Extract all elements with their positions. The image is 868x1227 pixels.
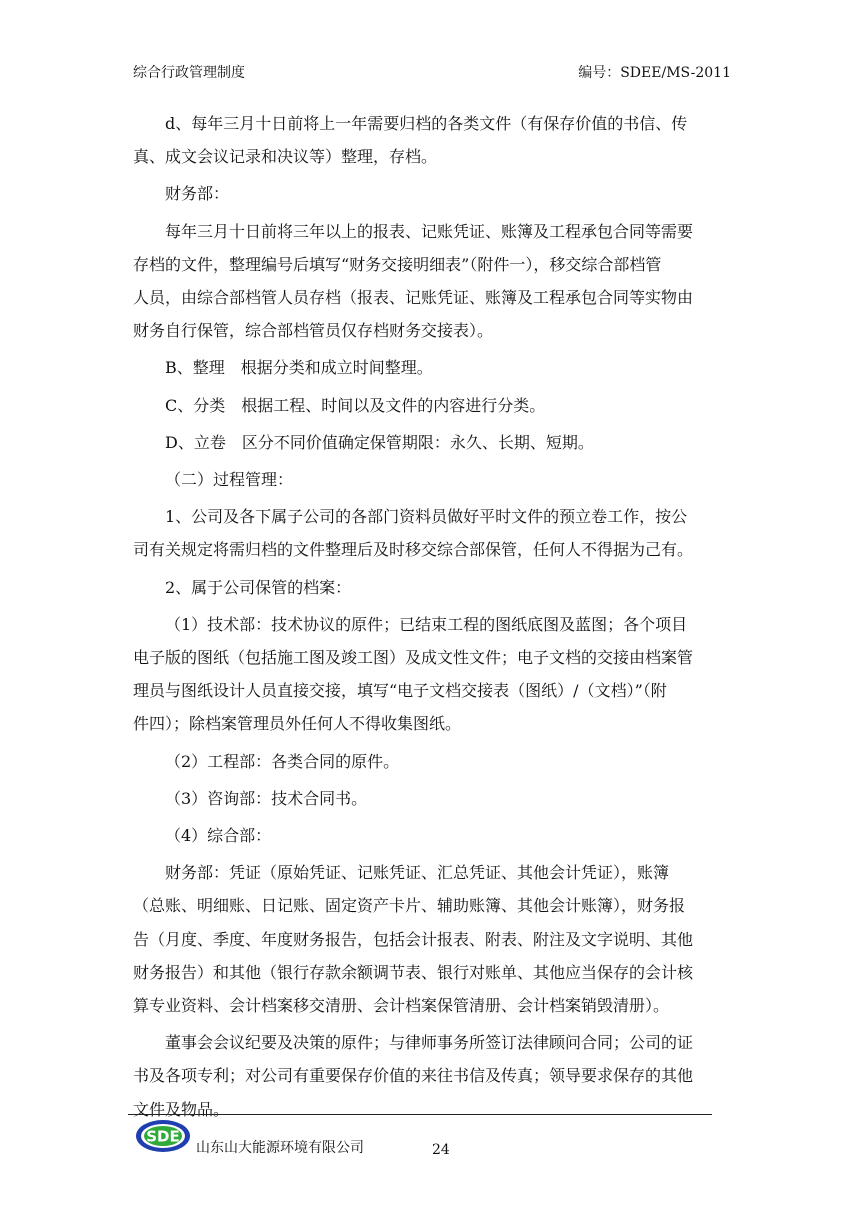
- paragraph-line: 人员，由综合部档管人员存档（报表、记账凭证、账簿及工程承包合同等实物由: [133, 288, 694, 308]
- paragraph-line-first: （1）技术部：技术协议的原件；已结束工程的图纸底图及蓝图；各个项目: [165, 614, 688, 634]
- document-number: 编号：SDEE/MS-2011: [578, 65, 731, 81]
- paragraph-line-first: 每年三月十日前将三年以上的报表、记账凭证、账簿及工程承包合同等需要: [165, 221, 694, 241]
- company-logo-icon: [134, 1118, 192, 1154]
- paragraph-line-first: （4）综合部：: [165, 826, 272, 846]
- paragraph-line: 理员与图纸设计人员直接交接，填写“电子文档交接表（图纸）/（文档）”（附: [133, 681, 667, 701]
- page-header: [133, 62, 731, 84]
- paragraph-line-first: d、每年三月十日前将上一年需要归档的各类文件（有保存价值的书信、传: [165, 114, 688, 133]
- company-name: 山东山大能源环境有限公司: [196, 1140, 364, 1156]
- page-number: 24: [432, 1142, 450, 1158]
- paragraph-line: 财务自行保管，综合部档管员仅存档财务交接表）。: [133, 321, 494, 341]
- paragraph-line-first: （二）过程管理：: [165, 470, 294, 490]
- paragraph-line: 真、成文会议记录和决议等）整理，存档。: [133, 147, 438, 167]
- paragraph-line-first: 财务部：凭证（原始凭证、记账凭证、汇总凭证、其他会计凭证），账簿: [165, 863, 670, 883]
- paragraph-line-first: 董事会会议纪要及决策的原件；与律师事务所签订法律顾问合同；公司的证: [165, 1033, 694, 1053]
- paragraph-line: 件四）；除档案管理员外任何人不得收集图纸。: [133, 714, 462, 734]
- paragraph-line: 存档的文件，整理编号后填写“财务交接明细表”（附件一），移交综合部档管: [133, 254, 662, 274]
- paragraph-line: 文件及物品。: [133, 1099, 230, 1119]
- paragraph-line: 电子版的图纸（包括施工图及竣工图）及成文性文件；电子文档的交接由档案管: [133, 648, 694, 668]
- paragraph-line: 算专业资料、会计档案移交清册、会计档案保管清册、会计档案销毁清册）。: [133, 996, 670, 1016]
- paragraph-line-first: 1、公司及各下属子公司的各部门资料员做好平时文件的预立卷工作，按公: [165, 507, 688, 527]
- paragraph-line: 书及各项专利；对公司有重要保存价值的来往书信及传真；领导要求保存的其他: [133, 1066, 694, 1086]
- paragraph-line: （总账、明细账、日记账、固定资产卡片、辅助账簿、其他会计账簿），财务报: [133, 896, 686, 916]
- document-title: 综合行政管理制度: [133, 65, 245, 81]
- paragraph-line-first: （3）咨询部：技术合同书。: [165, 788, 368, 808]
- paragraph-line: 财务报告）和其他（银行存款余额调节表、银行对账单、其他应当保存的会计核: [133, 962, 694, 982]
- logo-text: SDE: [146, 1127, 180, 1146]
- footer-divider: [128, 1114, 712, 1115]
- paragraph-line: 告（月度、季度、年度财务报告，包括会计报表、附表、附注及文字说明、其他: [133, 929, 694, 949]
- paragraph-line-first: 财务部：: [165, 184, 230, 204]
- paragraph-line-first: （2）工程部：各类合同的原件。: [165, 751, 400, 771]
- paragraph-line-first: 2、属于公司保管的档案：: [165, 577, 352, 597]
- document-body: [133, 107, 741, 1126]
- paragraph-line-first: B、整理 根据分类和成立时间整理。: [165, 358, 433, 378]
- paragraph-line: 司有关规定将需归档的文件整理后及时移交综合部保管，任何人不得据为己有。: [133, 540, 694, 560]
- paragraph-line-first: C、分类 根据工程、时间以及文件的内容进行分类。: [165, 395, 546, 415]
- paragraph-line-first: D、立卷 区分不同价值确定保管期限：永久、长期、短期。: [165, 432, 594, 452]
